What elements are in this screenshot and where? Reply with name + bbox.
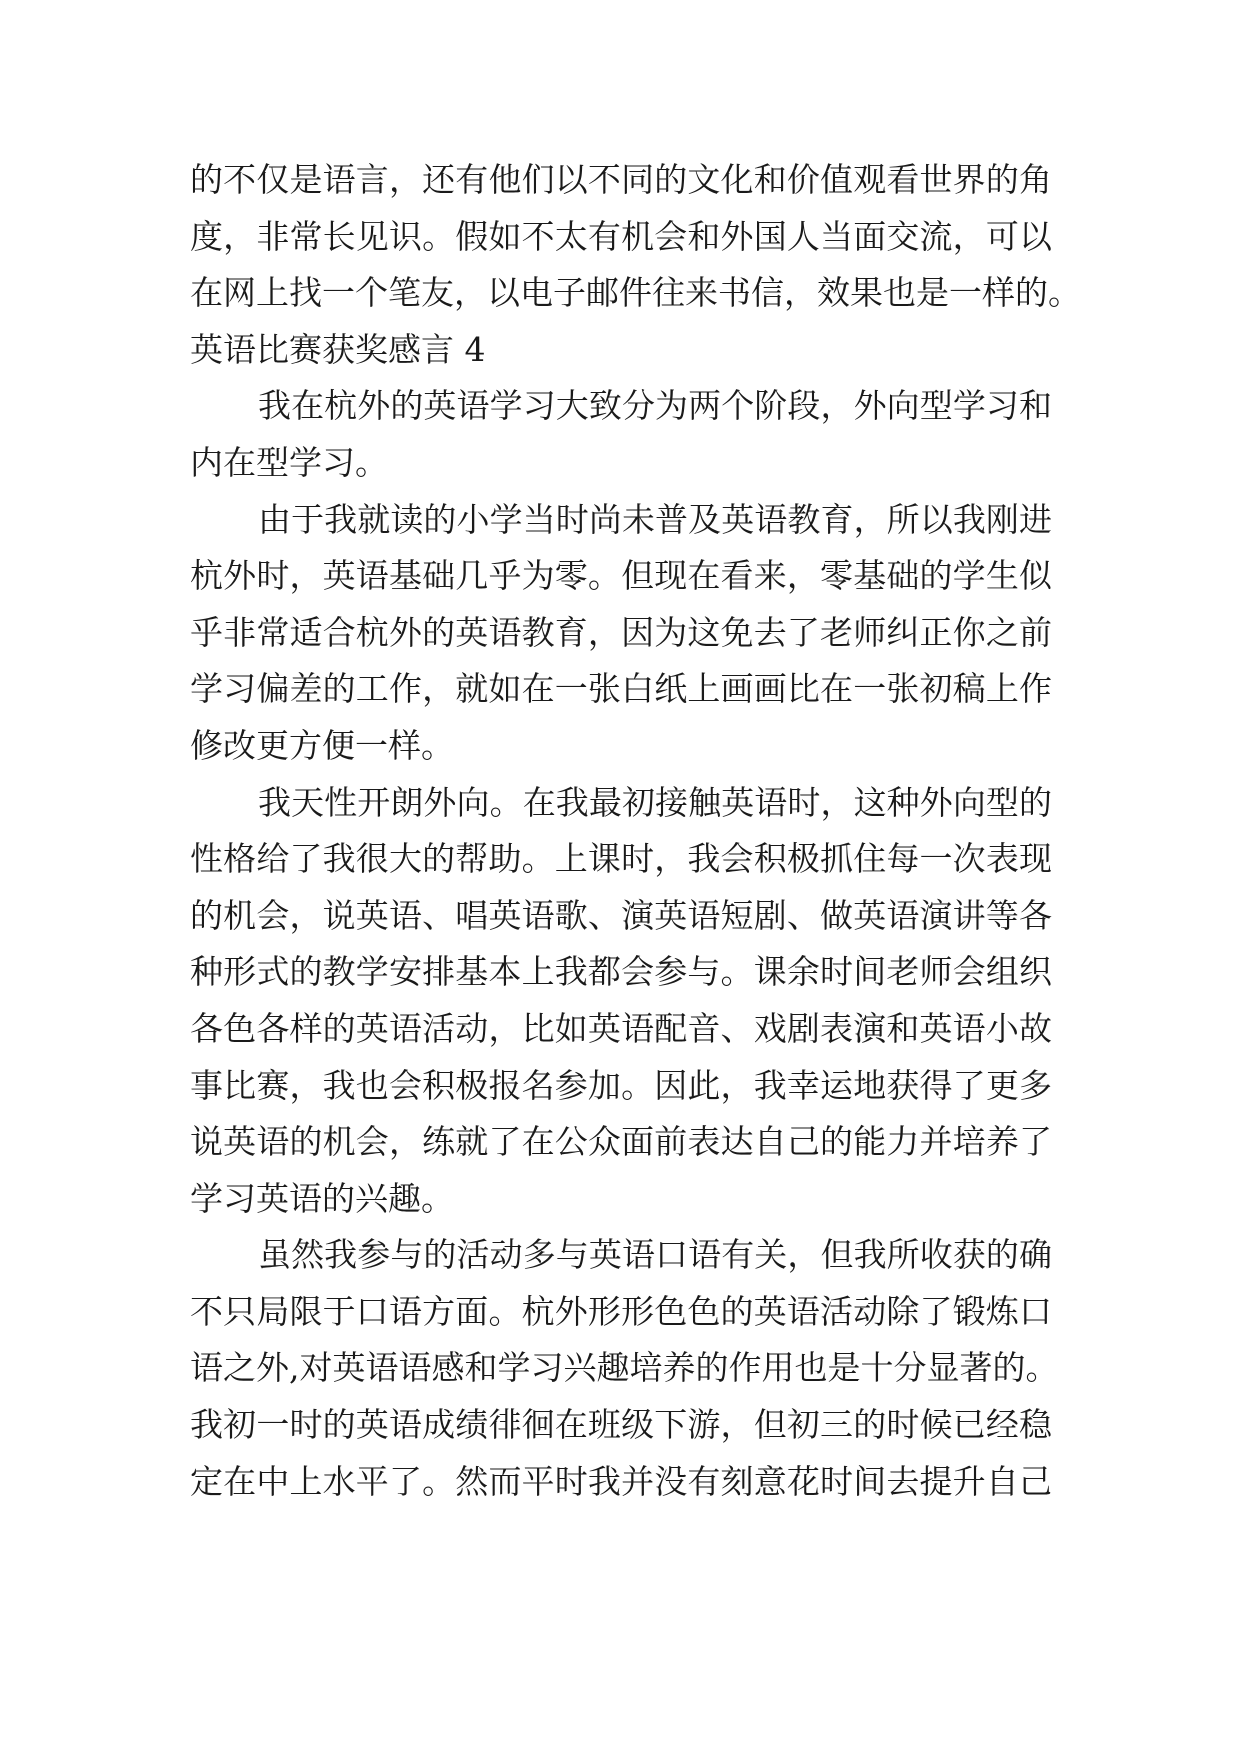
text-line: 度，非常长见识。假如不太有机会和外国人当面交流，可以 [190,216,1052,256]
text-line: 在网上找一个笔友，以电子邮件往来书信，效果也是一样的。 [190,273,1081,313]
text-line: 的不仅是语言，还有他们以不同的文化和价值观看世界的角 [190,160,1052,199]
text-line: 学习英语的兴趣。 [190,1178,454,1218]
text-line: 的机会，说英语、唱英语歌、演英语短剧、做英语演讲等各 [190,895,1052,935]
text-line: 修改更方便一样。 [190,725,454,765]
text-line: 种形式的教学安排基本上我都会参与。课余时间老师会组织 [190,952,1052,992]
text-line: 杭外时，英语基础几乎为零。但现在看来，零基础的学生似 [190,556,1052,596]
text-line: 内在型学习。 [190,442,388,482]
text-line: 语之外,对英语语感和学习兴趣培养的作用也是十分显著的。 [190,1348,1059,1388]
text-line: 性格给了我很大的帮助。上课时，我会积极抓住每一次表现 [190,839,1052,879]
text-line: 学习偏差的工作，就如在一张白纸上画画比在一张初稿上作 [190,669,1052,709]
text-line: 我初一时的英语成绩徘徊在班级下游，但初三的时候已经稳 [190,1405,1052,1445]
section-heading: 英语比赛获奖感言 4 [190,329,486,369]
text-line: 虽然我参与的活动多与英语口语有关，但我所收获的确 [258,1235,1052,1275]
text-line: 定在中上水平了。然而平时我并没有刻意花时间去提升自己 [190,1461,1052,1501]
text-line: 由于我就读的小学当时尚未普及英语教育，所以我刚进 [258,499,1052,539]
text-line: 说英语的机会，练就了在公众面前表达自己的能力并培养了 [190,1122,1052,1162]
text-line: 我在杭外的英语学习大致分为两个阶段，外向型学习和 [258,386,1052,426]
document-body [190,152,1081,1510]
text-line: 我天性开朗外向。在我最初接触英语时，这种外向型的 [258,782,1052,822]
text-line: 不只局限于口语方面。杭外形形色色的英语活动除了锻炼口 [190,1291,1052,1331]
text-line: 各色各样的英语活动，比如英语配音、戏剧表演和英语小故 [190,1008,1052,1048]
text-line: 事比赛，我也会积极报名参加。因此，我幸运地获得了更多 [190,1065,1052,1105]
text-line: 乎非常适合杭外的英语教育，因为这免去了老师纠正你之前 [190,612,1052,652]
